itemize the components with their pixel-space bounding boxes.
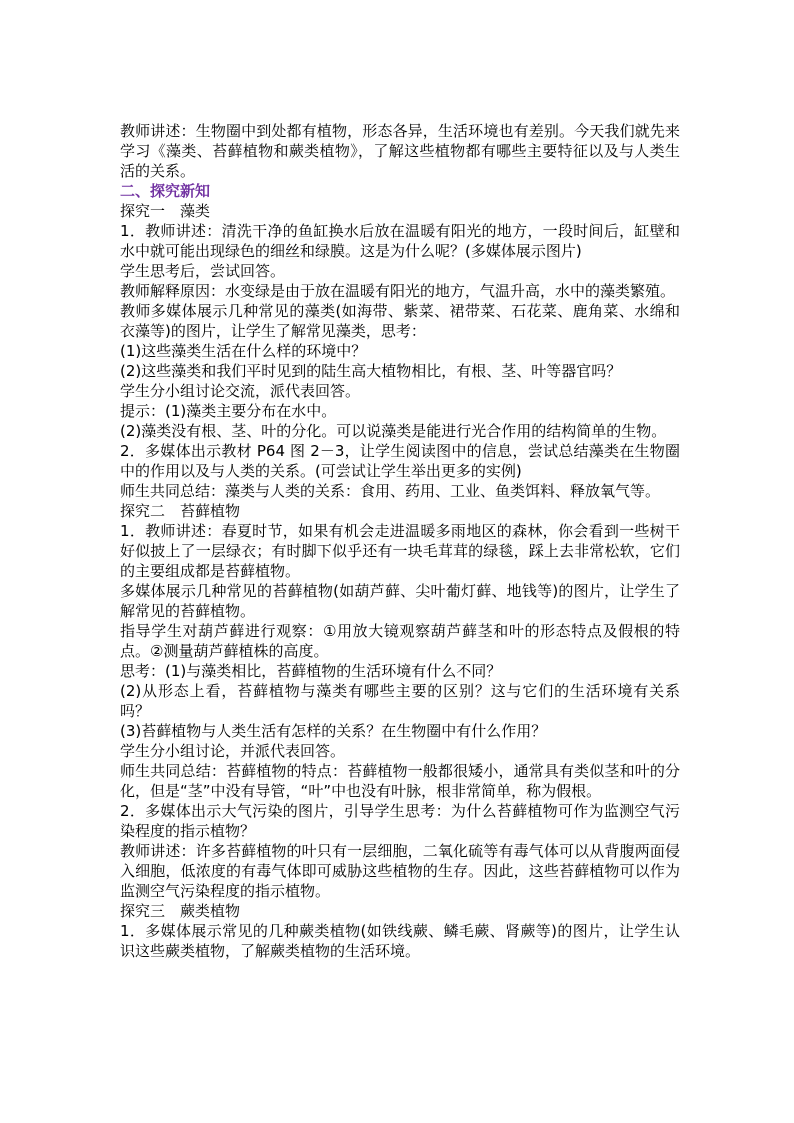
hint-item: (2)藻类没有根、茎、叶的分化。可以说藻类是能进行光合作用的结构简单的生物。 (120, 422, 667, 440)
document-body (120, 121, 680, 961)
paragraph: 2．多媒体出示大气污染的图片，引导学生思考：为什么苔藓植物可作为监测空气污染程度的指示植物？ (120, 802, 680, 840)
question-item: (1)这些藻类生活在什么样的环境中？ (120, 342, 367, 360)
paragraph: 教师解释原因：水变绿是由于放在温暖有阳光的地方，气温升高，水中的藻类繁殖。 (120, 282, 676, 300)
paragraph: 2．多媒体出示教材 P64 图 2－3，让学生阅读图中的信息，尝试总结藻类在生物圈中的作用以及与人类的关系。(可尝试让学生举出更多的实例) (120, 442, 680, 480)
subsection-title-ferns: 探究三 蕨类植物 (120, 902, 241, 920)
subsection-title-moss: 探究二 苔藓植物 (120, 502, 241, 520)
section-heading-explore: 二、探究新知 (120, 182, 211, 200)
paragraph: 指导学生对葫芦藓进行观察：①用放大镜观察葫芦藓茎和叶的形态特点及假根的特点。②测量葫芦藓植株的高度。 (120, 622, 680, 660)
paragraph: 学生分小组讨论，并派代表回答。 (120, 742, 346, 760)
paragraph: 多媒体展示几种常见的苔藓植物(如葫芦藓、尖叶葡灯藓、地钱等)的图片，让学生了解常见的苔藓植物。 (120, 582, 680, 620)
paragraph: 学生思考后，尝试回答。 (120, 262, 286, 280)
paragraph: 师生共同总结：藻类与人类的关系：食用、药用、工业、鱼类饵料、释放氧气等。 (120, 482, 661, 500)
paragraph-intro: 教师讲述：生物圈中到处都有植物，形态各异，生活环境也有差别。今天我们就先来学习《藻类、苔藓植物和蕨类植物》，了解这些植物都有哪些主要特征以及与人类生活的关系。 (120, 122, 680, 180)
question-item: (2)从形态上看，苔藓植物与藻类有哪些主要的区别？这与它们的生活环境有关系吗？ (120, 682, 680, 720)
paragraph: 1．教师讲述：春夏时节，如果有机会走进温暖多雨地区的森林，你会看到一些树干好似披上了一层绿衣；有时脚下似乎还有一块毛茸茸的绿毯，踩上去非常松软，它们的主要组成都是苔藓植物。 (120, 522, 680, 580)
question-item: (3)苔藓植物与人类生活有怎样的关系？在生物圈中有什么作用？ (120, 722, 547, 740)
paragraph: 学生分小组讨论交流，派代表回答。 (120, 382, 361, 400)
paragraph: 教师多媒体展示几种常见的藻类(如海带、紫菜、裙带菜、石花菜、鹿角菜、水绵和衣藻等)的图片，让学生了解常见藻类，思考： (120, 302, 680, 340)
question-item: (2)这些藻类和我们平时见到的陆生高大植物相比，有根、茎、叶等器官吗？ (120, 362, 622, 380)
paragraph: 教师讲述：许多苔藓植物的叶只有一层细胞，二氧化硫等有毒气体可以从背腹两面侵入细胞，低浓度的有毒气体即可威胁这些植物的生存。因此，这些苔藓植物可以作为监测空气污染程度的指示植物。 (120, 842, 680, 900)
paragraph: 师生共同总结：苔藓植物的特点：苔藓植物一般都很矮小，通常具有类似茎和叶的分化，但是“茎”中没有导管，“叶”中也没有叶脉，根非常简单，称为假根。 (120, 762, 680, 800)
subsection-title-algae: 探究一 藻类 (120, 202, 211, 220)
paragraph: 1．多媒体展示常见的几种蕨类植物(如铁线蕨、鳞毛蕨、肾蕨等)的图片，让学生认识这些蕨类植物，了解蕨类植物的生活环境。 (120, 922, 680, 960)
hint-item: 提示：(1)藻类主要分布在水中。 (120, 402, 337, 420)
question-item: 思考：(1)与藻类相比，苔藓植物的生活环境有什么不同？ (120, 662, 502, 680)
paragraph: 1．教师讲述：清洗干净的鱼缸换水后放在温暖有阳光的地方，一段时间后，缸壁和水中就可能出现绿色的细丝和绿膜。这是为什么呢？(多媒体展示图片) (120, 222, 680, 260)
